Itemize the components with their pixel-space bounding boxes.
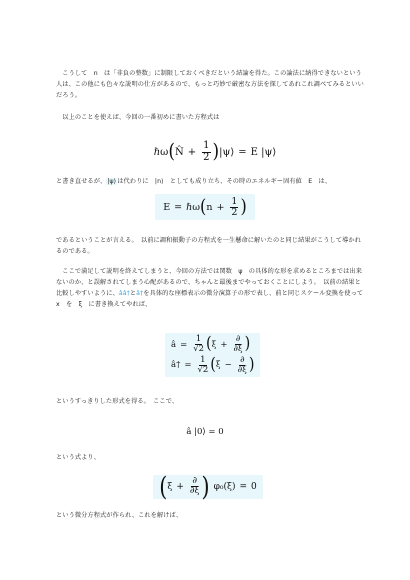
equation-hamiltonian bbox=[150, 136, 280, 168]
hbar-omega: ℏω bbox=[153, 146, 169, 158]
right-paren: ) bbox=[212, 139, 220, 163]
paragraph-eigenvalue: と書き直せるが、|ψ⟩は代わりに |n⟩ としても成り立ち、その時のエネルギー固有値 E は、 bbox=[56, 178, 332, 185]
paragraph-differential-equation: という微分方程式が作られ、これを解けば、 bbox=[56, 512, 183, 519]
paragraph-text: 以上のことを使えば、今回の一番初めに書いた方程式は bbox=[56, 114, 220, 121]
equation-ground-differential: ( ξ + $\frac{\partial}{\partial\xi}$ ) φ₀(ξ) = 0 bbox=[160, 472, 256, 502]
number-operator: N̂ bbox=[174, 146, 184, 158]
psi-ket: |ψ⟩ bbox=[219, 146, 235, 158]
energy-ket: E |ψ⟩ bbox=[250, 146, 277, 158]
paragraph-from-equation: という式より、 bbox=[56, 454, 101, 461]
equation-ground-annihilation: â |0⟩ = 0 bbox=[186, 427, 224, 437]
equation-ladder-operators bbox=[165, 325, 255, 385]
operator-a-inline: â bbox=[118, 290, 123, 297]
left-paren: ( bbox=[168, 139, 175, 163]
equation-energy-eigenvalue: E = ℏω ( n + $\frac{1}{2}$ ) bbox=[168, 193, 242, 221]
paragraph-intro-equation bbox=[56, 112, 366, 123]
equals-sign: = bbox=[238, 146, 247, 158]
plus-sign: + bbox=[187, 146, 197, 158]
fraction-half: $\frac{1}{2}$ bbox=[203, 140, 210, 163]
paragraph-result: であるということが言える。 以前に調和振動子の方程式を一生懸命に解いたのと同じ結果がこうして導かれるのである。 bbox=[56, 237, 361, 255]
psi-ket-inline: |ψ⟩ bbox=[107, 178, 117, 185]
paragraph-simple-form: というすっきりした形式を得る。 ここで、 bbox=[56, 398, 179, 405]
paragraph-conclusion bbox=[56, 68, 366, 101]
operator-adag-inline: â† bbox=[122, 290, 130, 297]
equation-a: â = $\frac{1}{√2}$ ( ξ + $\frac{\partial}{\partial\xi}$ ) bbox=[171, 334, 251, 355]
paragraph-text: こうして n は「非負の整数」に制限しておくべきだという結論を得た。この論法に納得できないという人は、この他にも色々な説明の仕方があるので、もっと巧妙で厳密な方法を探してあれこれ調べてみるといいだろう。 bbox=[56, 70, 364, 99]
paragraph-coordinate-representation: ここで満足して説明を終えてしまうと、今回の方法では関数 ψ の具体的な形を求めるところまでは出来ないのか、と誤解されてしまう心配があるので、ちゃんと最後までやっておくことにしよう。 以前の結果と比較しやすいように、ââ†とâ†を具体的な座標表示の微分演算子の形で表し、前と同じスケール変換を使って x を ξ に書き換えてやれば、 bbox=[56, 268, 370, 308]
equation-adag: â† = $\frac{1}{√2}$ ( ξ − $\frac{\partial}{\partial\xi}$ ) bbox=[171, 355, 255, 375]
